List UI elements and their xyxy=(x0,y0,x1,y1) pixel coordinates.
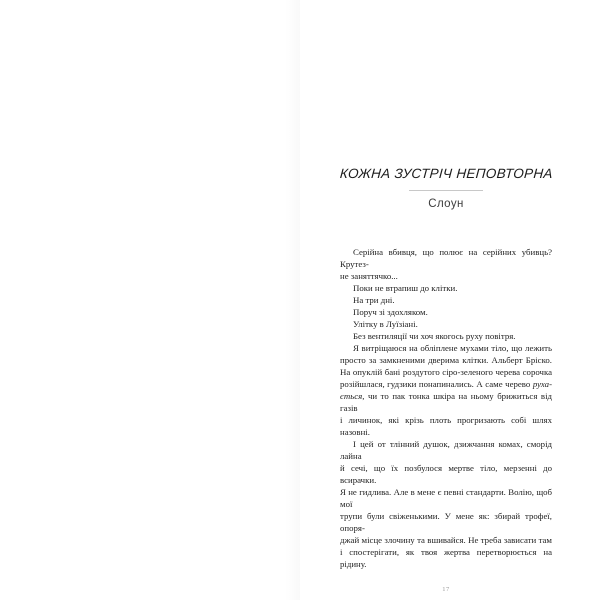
text-line: Я витріщаюся на обліплене мухами тіло, що лежить xyxy=(353,343,552,353)
text-line: трупи були свіженькими. У мене як: збирай трофеї, опоря- xyxy=(340,511,552,533)
page-number: 17 xyxy=(442,586,450,593)
text-line: На три дні. xyxy=(353,295,395,305)
text-line: І цей от тлінний душок, дзижчання комах, сморід лайна xyxy=(340,439,552,461)
text-line: розійшлася, гудзики понапинались. А саме черево руха- xyxy=(340,379,552,389)
text-line: Серійна вбивця, що полює на серійних убивць? Крутез- xyxy=(340,247,552,269)
paragraph xyxy=(340,282,552,294)
paragraph xyxy=(340,438,552,570)
text-line: і личинок, які крізь плоть прогризають собі шлях назовні. xyxy=(340,415,552,437)
text-line: Улітку в Луїзіані. xyxy=(353,319,418,329)
paragraph xyxy=(340,318,552,330)
text-line: і спостерігати, як твоя жертва перетворюється на рідину. xyxy=(340,547,552,569)
paragraph xyxy=(340,306,552,318)
paragraph xyxy=(340,342,552,438)
text-line: Без вентиляції чи хоч якогось руху повітря. xyxy=(353,331,516,341)
paragraph xyxy=(340,330,552,342)
chapter-title: КОЖНА ЗУСТРІЧ НЕПОВТОРНА xyxy=(339,166,554,181)
text-line: Я не гидлива. Але в мене є певні стандарти. Волію, щоб мої xyxy=(340,487,552,509)
text-line: й сечі, що їх позбулося мертве тіло, мерзенні до всирачки. xyxy=(340,463,552,485)
title-divider xyxy=(409,190,483,191)
paragraph xyxy=(340,246,552,282)
paragraph xyxy=(340,294,552,306)
text-line: джай місце злочину та вшивайся. Не треба зависати там xyxy=(340,535,552,545)
text-line: Поруч зі здохляком. xyxy=(353,307,428,317)
chapter-narrator: Слоун xyxy=(428,198,464,210)
text-line: ється, чи то пак тонка шкіра на ньому брижиться від газів xyxy=(340,391,552,413)
text-line: Поки не втрапиш до клітки. xyxy=(353,283,458,293)
right-page-content xyxy=(340,166,552,593)
body-text xyxy=(340,246,552,570)
text-line: просто за замкненими дверима клітки. Альберт Бріско. xyxy=(340,355,552,365)
text-line: На опуклій бані роздутого сіро-зеленого черева сорочка xyxy=(340,367,552,377)
text-line: не заняттячко... xyxy=(340,271,398,281)
